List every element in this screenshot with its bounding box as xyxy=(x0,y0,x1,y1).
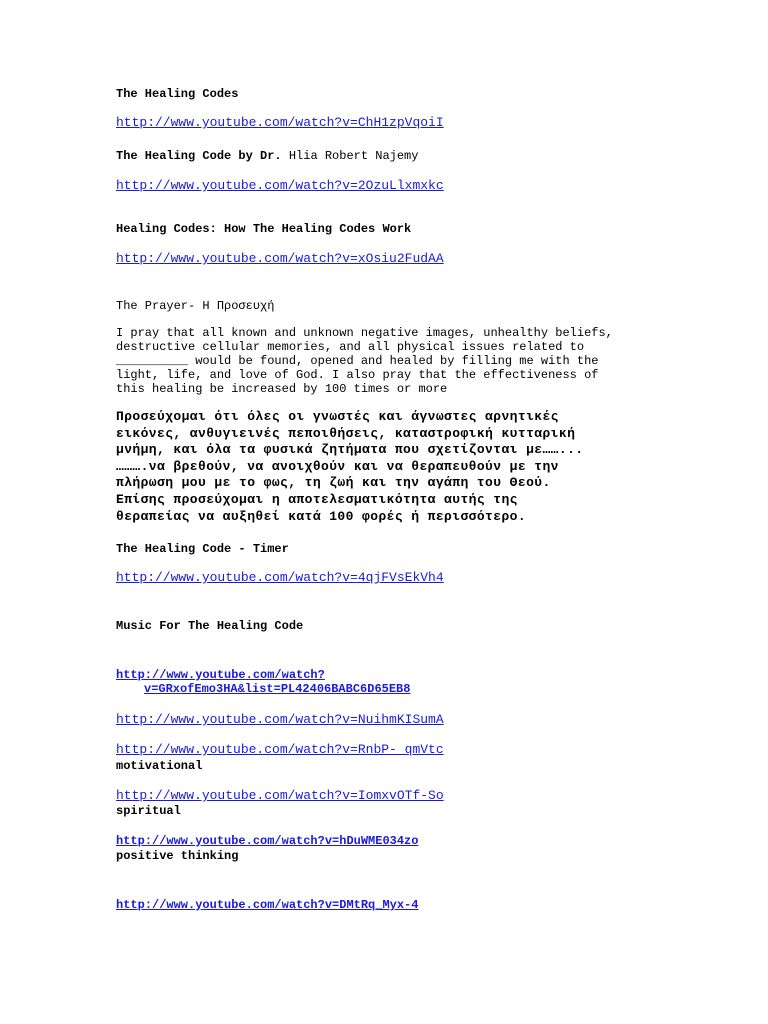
youtube-link-1[interactable]: http://www.youtube.com/watch?v=ChH1zpVqoiI xyxy=(116,115,444,130)
youtube-link-9[interactable]: http://www.youtube.com/watch?v=hDuWME034zo xyxy=(116,834,419,848)
label-spiritual: spiritual xyxy=(116,804,181,818)
youtube-link-10[interactable]: http://www.youtube.com/watch?v=DMtRq_Myx-4 xyxy=(116,898,419,912)
prayer-en-line: destructive cellular memories, and all physical issues related to xyxy=(116,340,585,354)
prayer-gr-line: ……….να βρεθούν, να ανοιχθούν και να θεραπευθούν με την xyxy=(116,458,559,474)
youtube-link-8[interactable]: http://www.youtube.com/watch?v=IomxvOTf-So xyxy=(116,788,444,803)
healing-code-by-heading xyxy=(116,149,418,163)
prayer-english xyxy=(116,326,613,396)
link-5-line-2[interactable]: v=GRxofEmo3HA&list=PL42406BABC6D65EB8 xyxy=(144,682,411,696)
heading-author-part: Hlia Robert Najemy xyxy=(281,149,419,163)
prayer-gr-line: μνήμη, και όλα τα φυσικά ζητήματα που σχετίζονται με……... xyxy=(116,442,584,458)
prayer-greek xyxy=(116,409,583,525)
youtube-link-5[interactable] xyxy=(116,668,410,696)
prayer-title: The Prayer- Η Προσευχή xyxy=(116,299,275,313)
prayer-gr-line: Επίσης προσεύχομαι η αποτελεσματικότητα αυτής της xyxy=(116,491,518,507)
youtube-link-4[interactable]: http://www.youtube.com/watch?v=4qjFVsEkVh4 xyxy=(116,570,444,585)
youtube-link-3[interactable]: http://www.youtube.com/watch?v=xOsiu2FudAA xyxy=(116,251,444,266)
label-positive-thinking: positive thinking xyxy=(116,849,239,863)
prayer-en-line: I pray that all known and unknown negative images, unhealthy beliefs, xyxy=(116,326,613,340)
healing-codes-title: The Healing Codes xyxy=(116,87,239,101)
prayer-gr-line: εικόνες, ανθυγιεινές πεποιθήσεις, καταστροφική κυτταρική xyxy=(116,425,576,441)
youtube-link-7[interactable]: http://www.youtube.com/watch?v=RnbP-_qmVtc xyxy=(116,742,444,757)
how-healing-codes-work-title: Healing Codes: How The Healing Codes Work xyxy=(116,222,412,236)
prayer-gr-line: Προσεύχομαι ότι όλες οι γνωστές και άγνωστες αρνητικές xyxy=(116,409,559,424)
timer-title: The Healing Code - Timer xyxy=(116,542,289,556)
prayer-en-line: __________ would be found, opened and healed by filling me with the xyxy=(116,354,599,368)
youtube-link-2[interactable]: http://www.youtube.com/watch?v=2OzuLlxmxkc xyxy=(116,178,444,193)
heading-bold-part: The Healing Code by Dr. xyxy=(116,149,282,163)
prayer-en-line: this healing be increased by 100 times or more xyxy=(116,382,448,396)
link-5-line-1[interactable]: http://www.youtube.com/watch? xyxy=(116,668,325,682)
label-motivational: motivational xyxy=(116,759,203,773)
youtube-link-6[interactable]: http://www.youtube.com/watch?v=NuihmKISumA xyxy=(116,712,444,727)
prayer-en-line: light, life, and love of God. I also pray that the effectiveness of xyxy=(116,368,599,382)
music-title: Music For The Healing Code xyxy=(116,619,304,633)
prayer-gr-line: πλήρωση μου με το φως, τη ζωή και την αγάπη του Θεού. xyxy=(116,475,551,491)
prayer-gr-line: θεραπείας να αυξηθεί κατά 100 φορές ή περισσότερο. xyxy=(116,508,527,524)
